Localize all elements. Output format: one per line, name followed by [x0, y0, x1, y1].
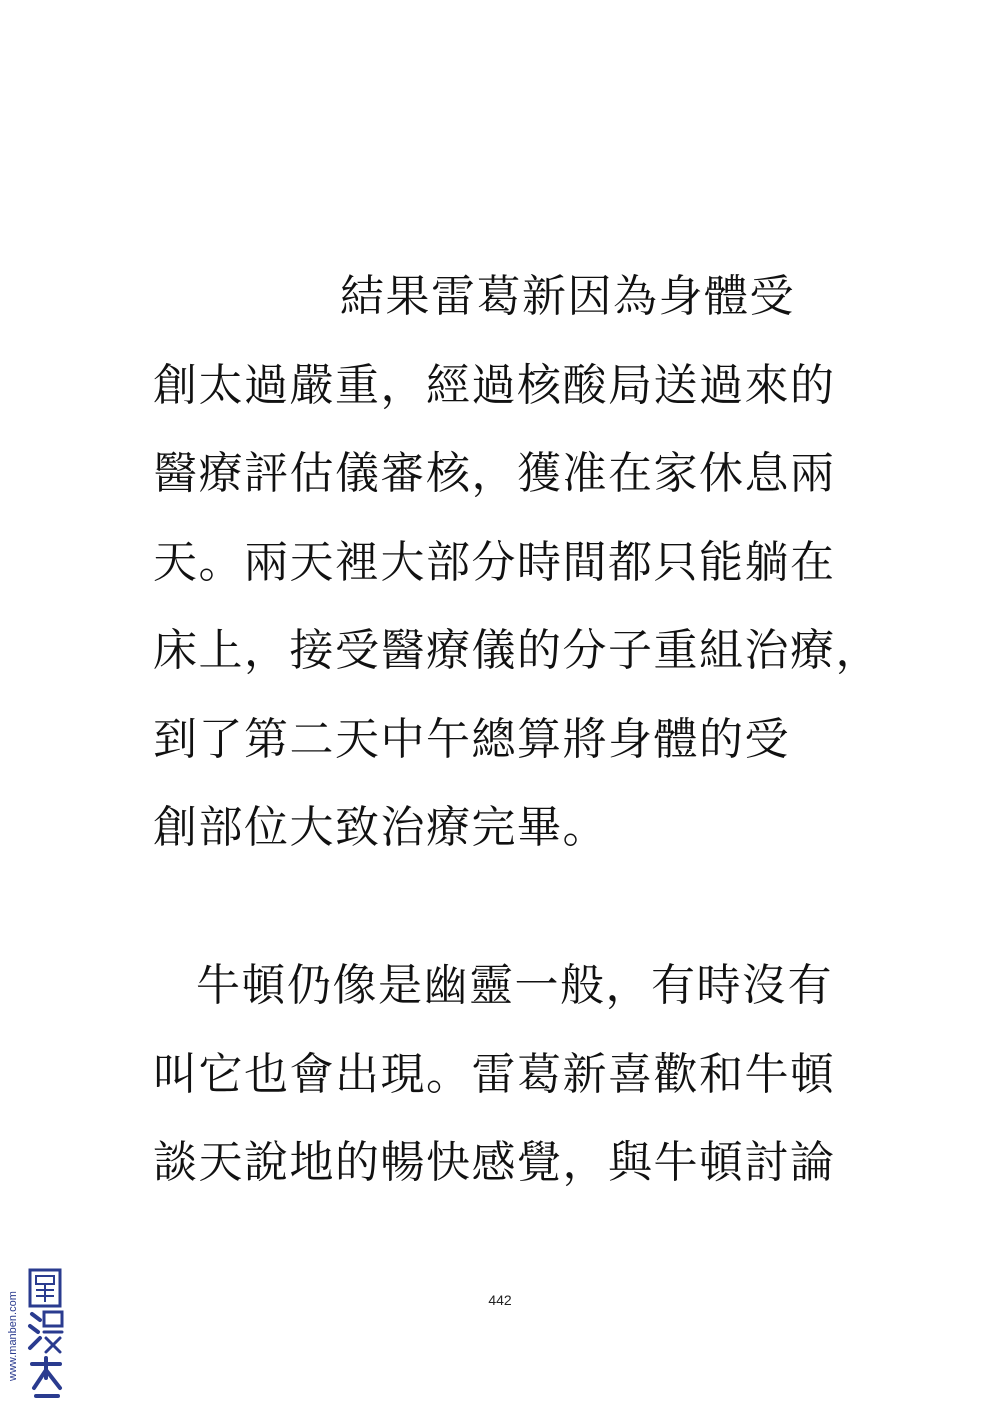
text-line: 創太過嚴重，經過核酸局送過來的 — [153, 360, 836, 411]
page-number: 442 — [488, 1292, 512, 1308]
text-line: 創部位大致治療完畢。 — [153, 802, 608, 853]
text-line: 醫療評估儀審核，獲准在家休息兩 — [153, 448, 836, 499]
text-line: 天。兩天裡大部分時間都只能躺在 — [153, 537, 836, 588]
text-line: 床上，接受醫療儀的分子重組治療， — [153, 625, 881, 676]
text-line: 談天說地的暢快感覺，與牛頓討論 — [153, 1137, 836, 1188]
watermark-url: www.manben.com — [7, 1291, 19, 1381]
watermark-logo-icon — [6, 1266, 76, 1406]
text-line: 結果雷葛新因為身體受 — [340, 271, 795, 322]
text-line: 到了第二天中午總算將身體的受 — [153, 714, 790, 765]
text-line: 叫它也會出現。雷葛新喜歡和牛頓 — [153, 1049, 836, 1100]
text-line: 牛頓仍像是幽靈一般，有時沒有 — [196, 960, 833, 1011]
